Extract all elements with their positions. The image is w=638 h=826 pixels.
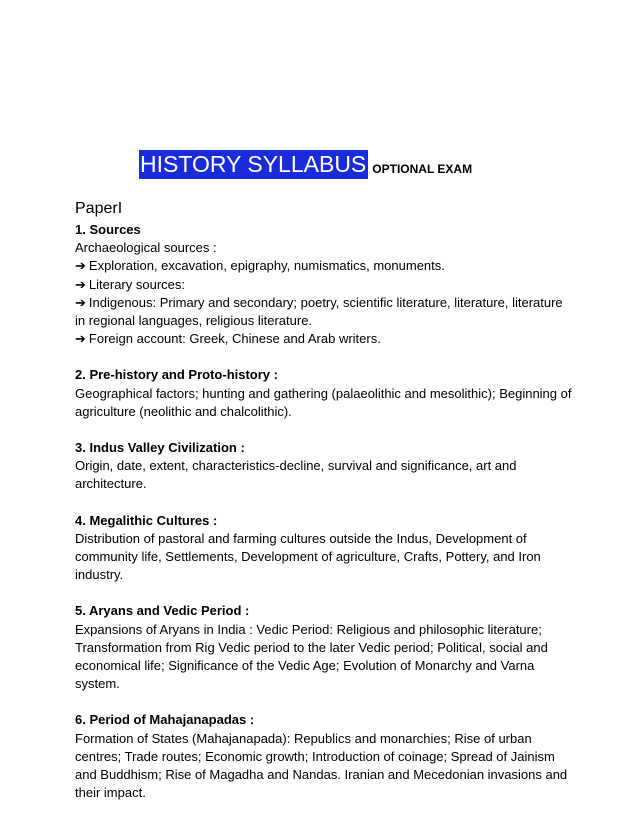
- section-line: ➔ Foreign account: Greek, Chinese and Arab writers.: [75, 330, 575, 348]
- section-mahajanapadas: [75, 711, 575, 802]
- right-arrow-icon: ➔: [75, 258, 86, 274]
- section-line: Geographical factors; hunting and gathering (palaeolithic and mesolithic); Beginning of agriculture (neolithic and chalcolithic).: [75, 385, 572, 419]
- section-line: Archaeological sources :: [75, 240, 217, 256]
- section-title: 2. Pre-history and Proto-history :: [75, 367, 278, 383]
- section-line: Expansions of Aryans in India : Vedic Period: Religious and philosophic literature; Transformation from Rig Vedic period to the later Vedic period; Political, social and economical life; Significance of the Vedic Age; Evolution of Monarchy and Varna system.: [75, 621, 548, 692]
- syllabus-content: [75, 221, 575, 820]
- section-line: ➔ Literary sources:: [75, 276, 575, 294]
- section-megalithic: [75, 512, 575, 585]
- section-line: Origin, date, extent, characteristics-decline, survival and significance, art and architecture.: [75, 458, 517, 492]
- paper-label: PaperI: [75, 200, 123, 217]
- page-subtitle: OPTIONAL EXAM: [372, 162, 473, 176]
- section-line: ➔ Exploration, excavation, epigraphy, numismatics, monuments.: [75, 257, 575, 275]
- section-title: 5. Aryans and Vedic Period :: [75, 603, 250, 619]
- title-line: [139, 150, 472, 179]
- section-line: ➔ Indigenous: Primary and secondary; poetry, scientific literature, literature, literature in regional languages, religious literature.: [75, 294, 563, 329]
- section-aryans-vedic: [75, 602, 575, 693]
- right-arrow-icon: ➔: [75, 294, 86, 310]
- section-title: 6. Period of Mahajanapadas :: [75, 712, 255, 728]
- right-arrow-icon: ➔: [75, 276, 86, 292]
- section-indus-valley: [75, 439, 575, 494]
- section-line: Distribution of pastoral and farming cultures outside the Indus, Development of community life, Settlements, Development of agriculture, Crafts, Pottery, and Iron industry.: [75, 530, 541, 583]
- section-pre-history: [75, 366, 575, 421]
- right-arrow-icon: ➔: [75, 331, 86, 347]
- section-line: Formation of States (Mahajanapada): Republics and monarchies; Rise of urban centres; Trade routes; Economic growth; Introduction of coinage; Spread of Jainism and Buddhism; Rise of Magadha and Nandas. Iranian and Mecedonian invasions and their impact.: [75, 730, 568, 801]
- section-sources: [75, 221, 575, 348]
- page-title: HISTORY SYLLABUS: [140, 151, 367, 177]
- section-title: 4. Megalithic Cultures :: [75, 512, 218, 528]
- section-title: 3. Indus Valley Civilization :: [75, 440, 245, 456]
- section-title: 1. Sources: [75, 222, 141, 237]
